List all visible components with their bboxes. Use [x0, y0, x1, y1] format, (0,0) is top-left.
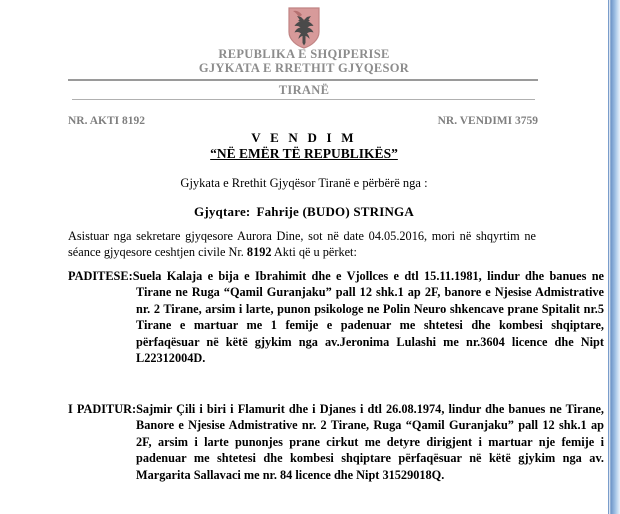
header-republic-line: REPUBLIKA E SHQIPERISE — [218, 47, 390, 61]
plaintiff-label: PADITESE: — [68, 269, 133, 283]
judge-line — [0, 204, 608, 220]
header-court-line: GJYKATA E RRETHIT GJYQESOR — [198, 61, 410, 75]
header-divider-top — [68, 79, 538, 81]
case-numbers-row — [68, 115, 538, 127]
document-subtitle — [0, 146, 608, 162]
document-title: V E N D I M — [251, 130, 357, 145]
assistance-text-before: Asistuar nga sekretare gjyqesore Aurora Dine, sot në date 04.05.2016, mori në shqyrtim ne séance gjyqesore ceshtjen civile Nr. — [68, 229, 536, 260]
court-composition-line: Gjykata e Rrethit Gjyqësor Tiranë e përbërë nga : — [180, 176, 428, 190]
defendant-label: I PADITUR: — [68, 402, 137, 416]
judge-name: Fahrije (BUDO) STRINGA — [256, 204, 414, 219]
plaintiff-paragraph — [68, 268, 604, 366]
albanian-coat-of-arms-icon — [287, 6, 321, 50]
plaintiff-details: Suela Kalaja e bija e Ibrahimit dhe e Vjollces e dtl 15.11.1981, lindur dhe banues ne Tirane ne Ruga “Qamil Guranjaku” pall 12 shk.1 ap 2F, banore e Njesise Admistrative nr. 2 Tirane, arsim i larte, punon psikologe ne Polin Neuro shkencave prane Spitalit nr.5 Tirane e martuar me 1 femije e padenuar me shtetesi dhe kombesi shqiptare, përfaqësuar në këtë gjykim nga av.Jeronima Lulashi me nr.3604 licence dhe Nipt L22312004D. — [132, 269, 604, 366]
defendant-details: Sajmir Çili i biri i Flamurit dhe i Djanes i dtl 26.08.1974, lindur dhe banues ne Tirane, Banore e Njesise Admistrative nr. 2 Tirane, Ruga “Qamil Guranjaku” pall 12 shk.1 ap 2F, arsim i larte punonjes prane cirkut me detyre dirigjent i martuar nje femije i padenuar me shtetesi dhe kombesi shqiptare përfaqësuar në këtë gjykim nga av. Margarita Sallavaci me nr. 84 licence dhe Nipt 31529018Q. — [136, 402, 604, 482]
assistance-paragraph — [68, 228, 536, 261]
vertical-scrollbar[interactable] — [608, 0, 620, 514]
judge-label: Gjyqtare: — [194, 204, 251, 219]
decision-number: NR. VENDIMI 3759 — [437, 115, 538, 127]
header-city-line: TIRANË — [278, 83, 330, 97]
assistance-case-number: 8192 — [246, 245, 272, 260]
header-divider-bottom — [72, 99, 535, 100]
defendant-paragraph — [68, 401, 604, 483]
document-subtitle-text: “NË EMËR TË REPUBLIKËS” — [210, 146, 398, 161]
act-number: NR. AKTI 8192 — [68, 115, 145, 127]
assistance-text-after: Akti që u përket: — [271, 245, 357, 260]
